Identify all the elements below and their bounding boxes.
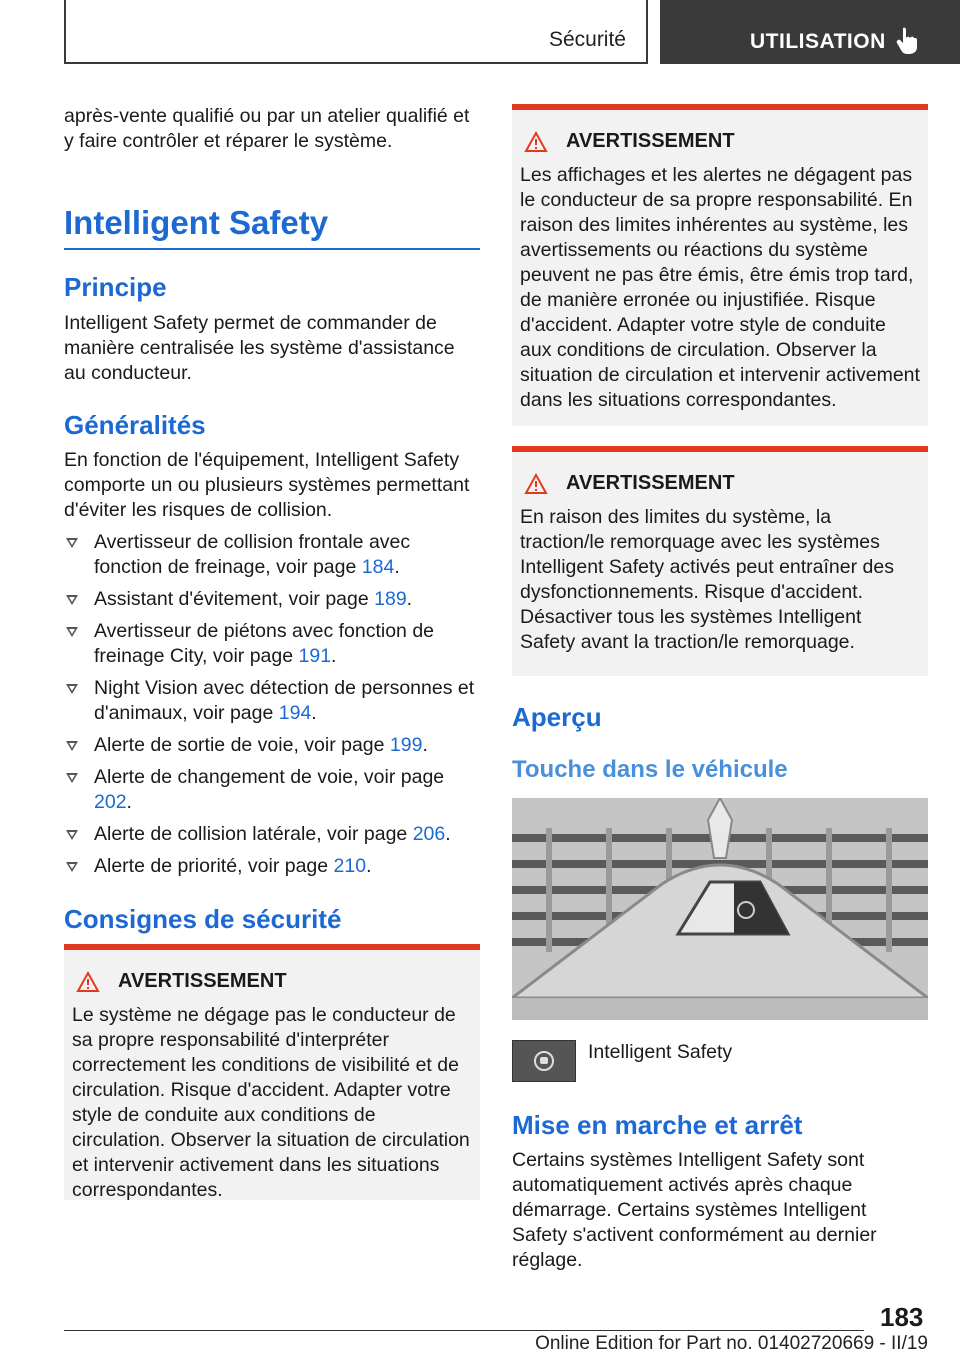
principe-heading: Principe	[64, 272, 167, 302]
car-shield-icon	[513, 1041, 575, 1081]
triangle-bullet-icon	[66, 862, 78, 872]
triangle-bullet-icon	[66, 741, 78, 751]
warning-box	[512, 104, 928, 426]
pointing-hand-icon	[896, 26, 920, 54]
mise-text: Certains systèmes Intelligent Safety sont automatiquement activés après chaque démarrage. Certains systèmes Intelligent Safety s'activent conformément au dernier réglage.	[512, 1149, 877, 1271]
footer-edition: Online Edition for Part no. 01402720669 - II/19	[535, 1333, 928, 1354]
dashboard-vent-illustration	[512, 798, 928, 1020]
touche-heading: Touche dans le véhicule	[512, 756, 788, 783]
apercu-heading: Aperçu	[512, 702, 602, 732]
triangle-bullet-icon	[66, 830, 78, 840]
header-chapter-box	[660, 0, 960, 64]
header-section-title: Sécurité	[548, 28, 626, 51]
intelligent-safety-button-icon	[512, 1040, 576, 1082]
page-number: 183	[880, 1302, 924, 1332]
list-item: Night Vision avec détection de personnes et d'animaux, voir page 194.	[64, 676, 480, 726]
triangle-bullet-icon	[66, 538, 78, 548]
warning-title: AVERTISSEMENT	[520, 130, 920, 153]
warning-triangle-icon	[524, 131, 548, 153]
page-link[interactable]: 184	[361, 556, 395, 578]
mise-heading: Mise en marche et arrêt	[512, 1110, 803, 1140]
generalites-heading: Généralités	[64, 410, 206, 440]
warning-box	[512, 446, 928, 676]
button-label: Intelligent Safety	[588, 1041, 733, 1063]
generalites-text: En fonction de l'équipement, Intelligent Safety comporte un ou plusieurs systèmes permettant d'éviter les risques de collision.	[64, 449, 470, 521]
consignes-heading: Consignes de sécurité	[64, 904, 342, 934]
principe-text: Intelligent Safety permet de commander de manière centralisée les système d'assistance au conducteur.	[64, 312, 455, 384]
triangle-bullet-icon	[66, 627, 78, 637]
page-link[interactable]: 206	[412, 823, 446, 845]
page-link[interactable]: 189	[374, 588, 407, 610]
system-list	[64, 530, 480, 886]
list-item: Alerte de collision latérale, voir page 206.	[64, 822, 480, 847]
triangle-bullet-icon	[66, 595, 78, 605]
footer-divider	[64, 1330, 864, 1331]
warning-text: Le système ne dégage pas le conducteur de sa propre responsabilité d'interpréter correctement les conditions de visibilité et de circulation. Risque d'accident. Adapter votre style de conduite aux conditions de circulation. Observer la situation de circulation et intervenir activement dans les situations correspondantes.	[72, 1004, 470, 1201]
page-link[interactable]: 210	[333, 855, 367, 877]
page-link[interactable]: 191	[298, 645, 332, 667]
warning-triangle-icon	[76, 971, 100, 993]
warning-box	[64, 944, 480, 1200]
page-link[interactable]: 199	[389, 734, 423, 756]
warning-title: AVERTISSEMENT	[72, 970, 472, 993]
list-item: Avertisseur de collision frontale avec fonction de freinage, voir page 184.	[64, 530, 480, 580]
list-item: Avertisseur de piétons avec fonction de freinage City, voir page 191.	[64, 619, 480, 669]
page-title: Intelligent Safety	[64, 204, 480, 250]
page-link[interactable]: 202	[94, 791, 127, 813]
warning-triangle-icon	[524, 473, 548, 495]
vehicle-button-photo	[512, 798, 928, 1020]
list-item: Alerte de priorité, voir page 210.	[64, 854, 480, 879]
header-section-box	[64, 0, 648, 64]
triangle-bullet-icon	[66, 684, 78, 694]
intro-text: après-vente qualifié ou par un atelier qualifié et y faire contrôler et réparer le système.	[64, 105, 470, 152]
triangle-bullet-icon	[66, 773, 78, 783]
header-chapter-title: UTILISATION	[750, 30, 886, 53]
list-item: Alerte de changement de voie, voir page 202.	[64, 765, 480, 815]
warning-text: Les affichages et les alertes ne dégagent pas le conducteur de sa propre responsabilité. En raison des limites inhérentes au système, les avertissements ou réactions du système peuvent ne pas être émis, être émis trop tard, de manière erronée ou injustifiée. Risque d'accident. Adapter votre style de conduite aux conditions de circulation. Observer la situation de circulation et intervenir activement dans les situations correspondantes.	[520, 164, 920, 411]
page-link[interactable]: 194	[278, 702, 312, 724]
list-item: Alerte de sortie de voie, voir page 199.	[64, 733, 480, 758]
warning-text: En raison des limites du système, la traction/le remorquage avec les systèmes Intelligent Safety activés peut entraîner des dysfonctionnements. Risque d'accident. Désactiver tous les systèmes Intelligent Safety avant la traction/le remorquage.	[520, 506, 894, 653]
warning-title: AVERTISSEMENT	[520, 472, 920, 495]
list-item: Assistant d'évitement, voir page 189.	[64, 587, 480, 612]
